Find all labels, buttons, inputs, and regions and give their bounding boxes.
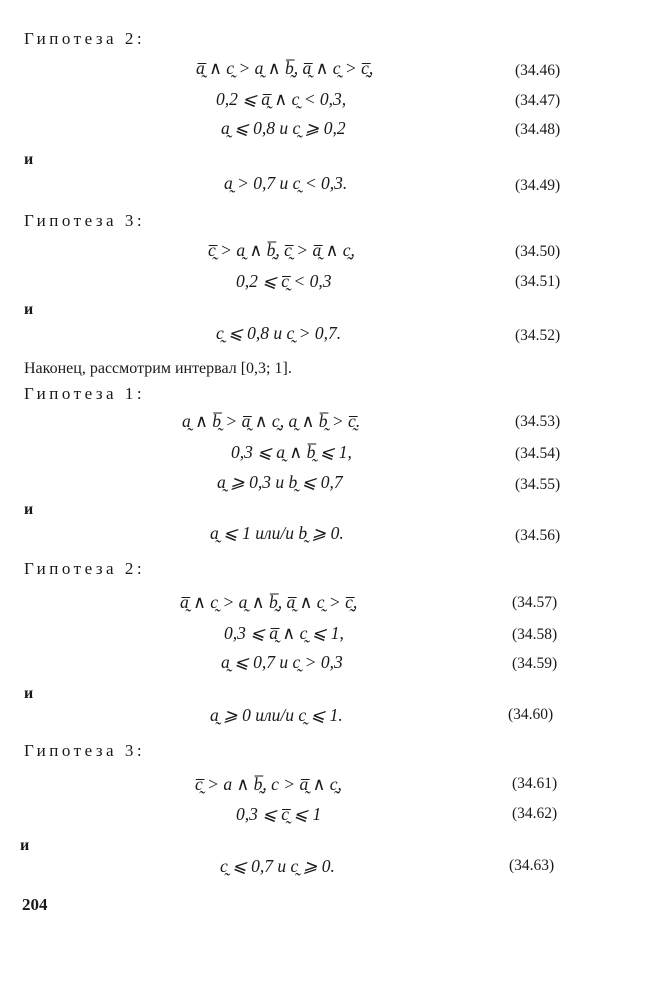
hypothesis-heading: Гипотеза 2: bbox=[24, 29, 146, 48]
equation-number: (34.47) bbox=[515, 92, 561, 109]
equation-number: (34.62) bbox=[512, 805, 558, 822]
equation-number: (34.51) bbox=[515, 273, 561, 290]
page-number: 204 bbox=[22, 895, 48, 914]
hypothesis-heading: Гипотеза 3: bbox=[24, 741, 146, 760]
formula: c̰̅ > a̰ ∧ b̰̅, c̰̅ > a̰̅ ∧ c̰, bbox=[208, 240, 355, 260]
equation-number: (34.63) bbox=[509, 857, 555, 874]
equation-number: (34.58) bbox=[512, 626, 558, 643]
paragraph-text: Наконец, рассмотрим интервал [0,3; 1]. bbox=[24, 360, 292, 377]
hypothesis-heading: Гипотеза 1: bbox=[24, 384, 146, 403]
formula: c̰ ⩽ 0,7 и c̰ ⩾ 0. bbox=[220, 856, 335, 876]
equation-number: (34.57) bbox=[512, 594, 558, 611]
conjunction: и bbox=[20, 837, 30, 854]
hypothesis-heading: Гипотеза 3: bbox=[24, 211, 146, 230]
equation-number: (34.59) bbox=[512, 655, 558, 672]
formula: a̰ ∧ b̰̅ > a̰̅ ∧ c̰, a̰ ∧ b̰̅ > c̰̅. bbox=[182, 411, 361, 431]
conjunction: и bbox=[24, 151, 34, 168]
formula: a̰ ⩾ 0 или/и c̰ ⩽ 1. bbox=[210, 705, 343, 725]
equation-number: (34.54) bbox=[515, 445, 561, 462]
equation-number: (34.48) bbox=[515, 121, 561, 138]
equation-number: (34.46) bbox=[515, 62, 561, 79]
conjunction: и bbox=[24, 501, 34, 518]
equation-number: (34.61) bbox=[512, 775, 558, 792]
conjunction: и bbox=[24, 301, 34, 318]
formula: a̰ > 0,7 и c̰ < 0,3. bbox=[224, 173, 348, 193]
formula: a̰̅ ∧ c̰ > a̰ ∧ b̰̅, a̰̅ ∧ c̰ > c̰̅, bbox=[180, 592, 358, 612]
equation-number: (34.55) bbox=[515, 476, 561, 493]
formula: c̰̅ > a ∧ b̰̅, c > a̰̅ ∧ c̰, bbox=[195, 774, 342, 794]
formula: 0,3 ⩽ a̰ ∧ b̰̅ ⩽ 1, bbox=[231, 442, 352, 462]
formula: a̰ ⩽ 0,7 и c̰ > 0,3 bbox=[221, 652, 343, 672]
formula: a̰̅ ∧ c̰ > a̰ ∧ b̰̅, a̰̅ ∧ c̰ > c̰̅, bbox=[196, 58, 374, 78]
conjunction: и bbox=[24, 685, 34, 702]
formula: 0,2 ⩽ c̰̅ < 0,3 bbox=[236, 271, 332, 291]
equation-number: (34.56) bbox=[515, 527, 561, 544]
formula: c̰ ⩽ 0,8 и c̰ > 0,7. bbox=[216, 323, 342, 343]
equation-number: (34.50) bbox=[515, 243, 561, 260]
equation-number: (34.60) bbox=[508, 706, 554, 723]
formula: a̰ ⩽ 0,8 и c̰ ⩾ 0,2 bbox=[221, 118, 346, 138]
hypothesis-heading: Гипотеза 2: bbox=[24, 559, 146, 578]
equation-number: (34.49) bbox=[515, 177, 561, 194]
formula: 0,2 ⩽ a̰̅ ∧ c̰ < 0,3, bbox=[216, 89, 347, 109]
equation-number: (34.52) bbox=[515, 327, 561, 344]
formula: 0,3 ⩽ c̰̅ ⩽ 1 bbox=[236, 804, 322, 824]
formula: a̰ ⩽ 1 или/и b̰ ⩾ 0. bbox=[210, 523, 344, 543]
equation-number: (34.53) bbox=[515, 413, 561, 430]
formula: 0,3 ⩽ a̰̅ ∧ c̰ ⩽ 1, bbox=[224, 623, 344, 643]
formula: a̰ ⩾ 0,3 и b̰ ⩽ 0,7 bbox=[217, 472, 343, 492]
